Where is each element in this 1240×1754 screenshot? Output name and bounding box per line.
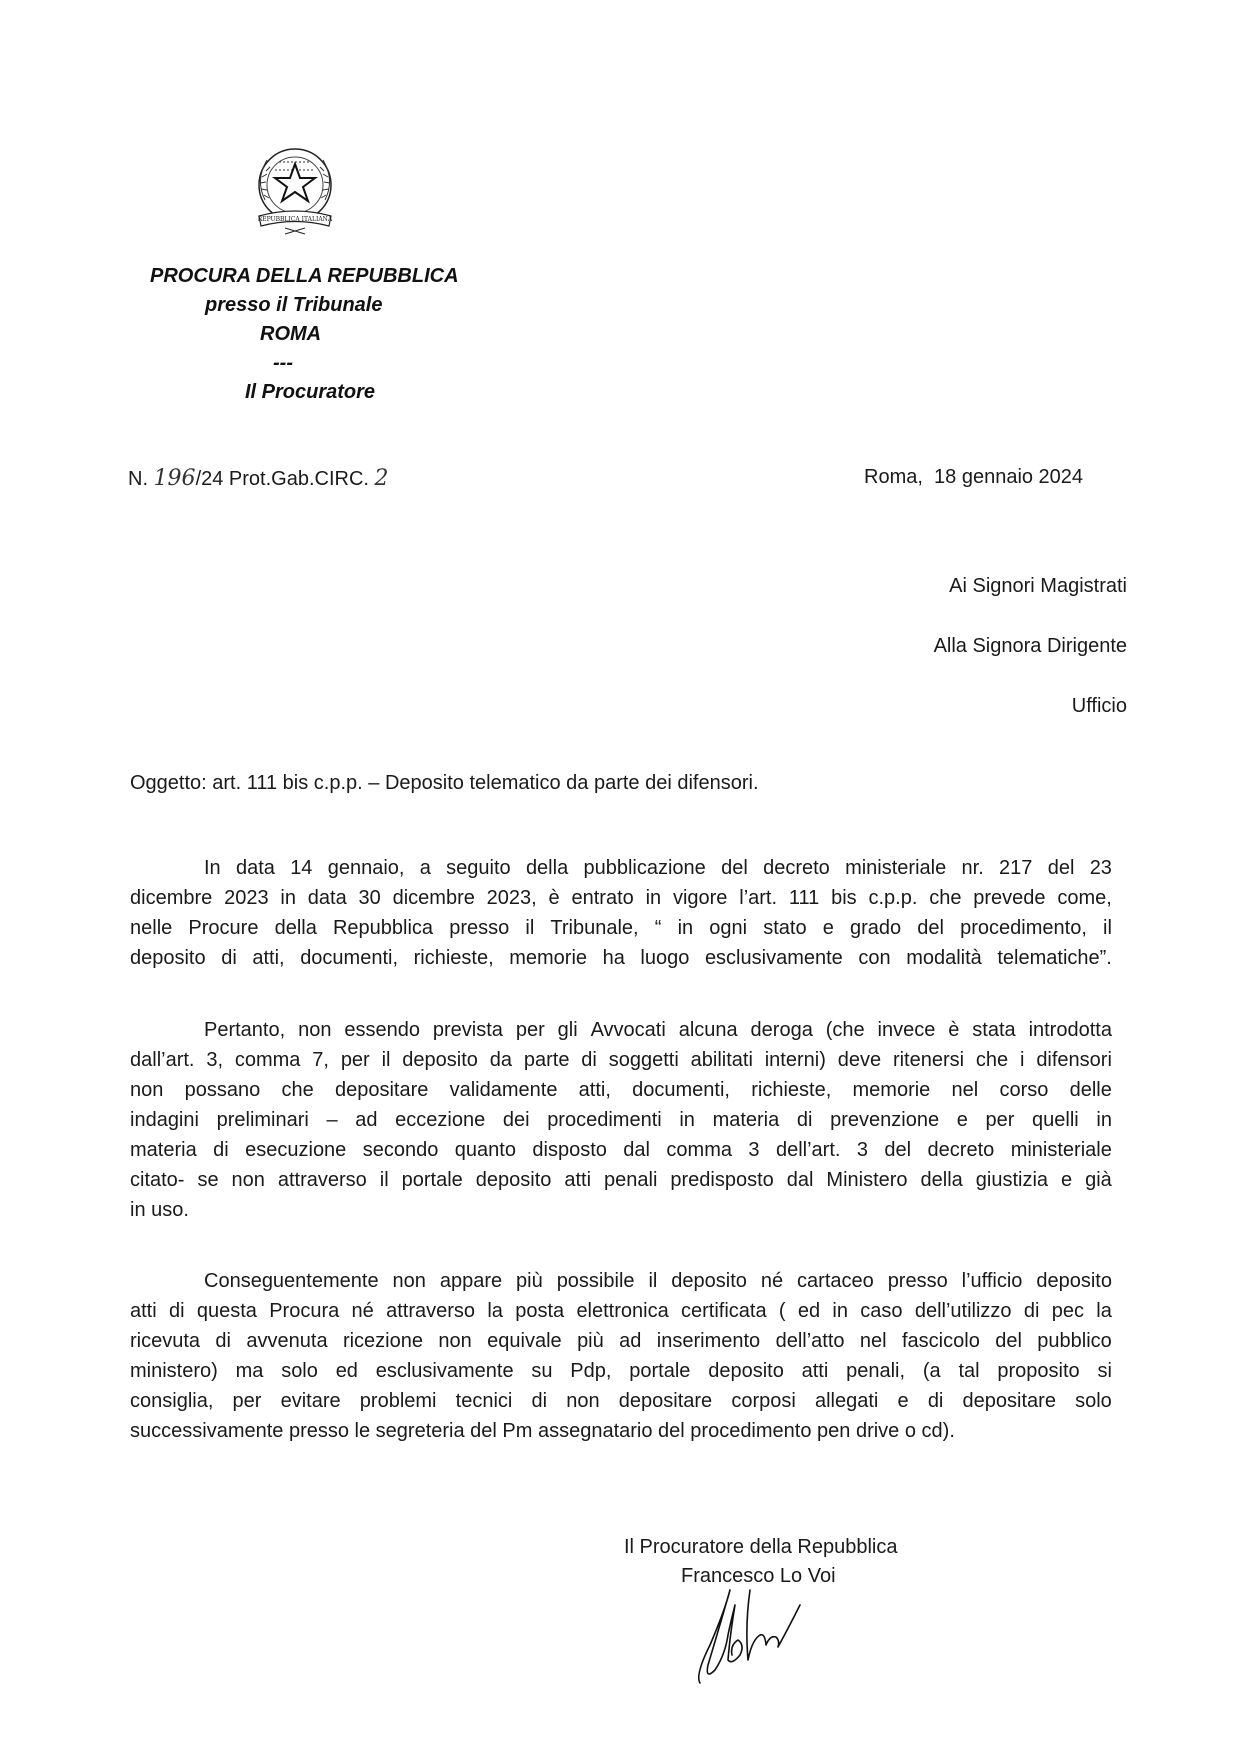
word: pec: [1051, 1300, 1084, 1322]
word: –: [326, 1109, 338, 1131]
protocol-number: [128, 466, 389, 491]
justified-line: [204, 1266, 1112, 1296]
word: delle: [1069, 1079, 1112, 1101]
word: posta: [515, 1300, 565, 1322]
paragraph-line: [130, 1386, 1112, 1416]
word: del: [884, 1139, 912, 1161]
word: di: [168, 1300, 185, 1322]
word: parte: [523, 1049, 570, 1071]
repubblica-italiana-emblem-icon: [245, 140, 345, 240]
word: deposito: [671, 1270, 747, 1292]
word: se: [197, 1169, 219, 1191]
recipient: Ai Signori Magistrati: [949, 575, 1127, 597]
word: (: [778, 1300, 786, 1322]
word: presso: [887, 1270, 948, 1292]
word: tal: [958, 1360, 980, 1382]
word: corposi: [731, 1390, 796, 1412]
protocol-prefix: N.: [128, 468, 148, 490]
word: e: [897, 1390, 909, 1412]
word: depositare: [334, 1079, 429, 1101]
word: 7,: [312, 1049, 329, 1071]
word: già: [1085, 1169, 1112, 1191]
office-role: Il Procuratore: [245, 381, 376, 403]
word: modalità: [906, 947, 982, 969]
recipients: [934, 556, 1127, 736]
word: dicembre: [392, 887, 475, 909]
word: deposito: [402, 1049, 478, 1071]
paragraph-line: [130, 1266, 1112, 1296]
word: l’art.: [739, 887, 778, 909]
word: Pertanto,: [204, 1019, 286, 1041]
signatory-name: Francesco Lo Voi: [681, 1565, 836, 1587]
word: a: [419, 857, 431, 879]
word: l’ufficio: [961, 1270, 1023, 1292]
word: alcuna: [678, 1019, 738, 1041]
word: ad: [355, 1109, 378, 1131]
word: quanto: [454, 1139, 516, 1161]
paragraph-line: [130, 1326, 1112, 1356]
word: e: [956, 1109, 968, 1131]
word: della: [525, 857, 569, 879]
justified-line: [130, 1165, 1112, 1195]
word: in: [280, 887, 296, 909]
signature-block: [624, 1533, 898, 1591]
word: appare: [439, 1270, 503, 1292]
word: del: [995, 1330, 1022, 1352]
word: Pdp,: [570, 1360, 612, 1382]
paragraph: [130, 1015, 1112, 1225]
word: entrato: [571, 887, 634, 909]
word: memorie: [509, 947, 588, 969]
word: In: [204, 857, 221, 879]
word: procedimento,: [960, 917, 1087, 939]
paragraph-line: successivamente presso le segreteria del Pm assegnatario del procedimento pen drive o cd).: [130, 1420, 955, 1442]
word: Procura: [269, 1300, 340, 1322]
word: da: [489, 1049, 513, 1071]
word: vigore: [672, 887, 728, 909]
recipient: Alla Signora Dirigente: [933, 635, 1127, 657]
word: presso: [449, 917, 510, 939]
letterhead: [130, 262, 470, 407]
word: proposito: [997, 1360, 1080, 1382]
word: stato: [763, 917, 807, 939]
word: portale: [401, 1169, 463, 1191]
justified-line: [130, 1135, 1112, 1165]
word: Conseguentemente: [204, 1270, 379, 1292]
word: attraverso: [386, 1300, 476, 1322]
word: preliminari: [216, 1109, 309, 1131]
word: invece: [877, 1019, 936, 1041]
word: abilitati: [690, 1049, 753, 1071]
word: gli: [557, 1019, 578, 1041]
word: deposito: [475, 1169, 552, 1191]
word: con: [858, 947, 891, 969]
emblem-ribbon-text: REPUBBLICA ITALIANA: [257, 216, 333, 223]
word: e: [822, 917, 834, 939]
word: 30: [358, 887, 381, 909]
word: procedimenti: [547, 1109, 662, 1131]
word: 3,: [206, 1049, 224, 1071]
word: né: [760, 1270, 784, 1292]
word: non: [130, 1079, 164, 1101]
word: per: [232, 1390, 262, 1412]
word: dell’art.: [775, 1139, 841, 1161]
word: e: [1061, 1169, 1073, 1191]
word: data: [307, 887, 347, 909]
word: in: [677, 917, 694, 939]
word: Repubblica: [332, 917, 434, 939]
word: il: [381, 1049, 391, 1071]
office-name: PROCURA DELLA REPUBBLICA: [150, 265, 459, 287]
word: elettronica: [576, 1300, 669, 1322]
paragraph-line: [130, 1105, 1112, 1135]
word: telematiche”.: [997, 947, 1112, 969]
word: stata: [972, 1019, 1016, 1041]
paragraph-line: [130, 1135, 1112, 1165]
word: in: [645, 887, 662, 909]
word: penali,: [846, 1360, 906, 1382]
city-name: ROMA: [260, 323, 322, 345]
word: 3: [748, 1139, 760, 1161]
word: la: [487, 1300, 503, 1322]
word: di: [927, 1390, 944, 1412]
justified-line: [204, 853, 1112, 883]
word: Ministero: [826, 1169, 908, 1191]
word: ricevuta: [130, 1330, 201, 1352]
word: richieste,: [751, 1079, 832, 1101]
word: di: [796, 1109, 813, 1131]
word: depositare: [618, 1390, 713, 1412]
word: né: [351, 1300, 374, 1322]
paragraph-line: [130, 1165, 1112, 1195]
justified-line: [130, 1386, 1112, 1416]
word: dei: [502, 1109, 530, 1131]
word: depositare: [962, 1390, 1056, 1412]
word: ed: [797, 1300, 821, 1322]
word: cartaceo: [797, 1270, 874, 1292]
word: ritenersi: [892, 1049, 965, 1071]
word: deposito: [1036, 1270, 1112, 1292]
word: comma: [666, 1139, 732, 1161]
word: per: [340, 1049, 370, 1071]
word: memorie: [852, 1079, 931, 1101]
word: questa: [196, 1300, 257, 1322]
word: non: [231, 1169, 265, 1191]
word: i: [1020, 1049, 1025, 1071]
word: caso: [860, 1300, 903, 1322]
word: grado: [850, 917, 902, 939]
justified-line: [130, 913, 1112, 943]
word: in: [1096, 1109, 1112, 1131]
word: il: [525, 917, 535, 939]
word: deposito: [708, 1360, 784, 1382]
word: è: [948, 1019, 960, 1041]
paragraph: [130, 853, 1112, 973]
word: nel: [951, 1079, 979, 1101]
word: introdotta: [1028, 1019, 1112, 1041]
word: si: [1097, 1360, 1112, 1382]
court-name: presso il Tribunale: [205, 294, 383, 316]
word: difensori: [1036, 1049, 1112, 1071]
word: ogni: [709, 917, 748, 939]
word: Tribunale,: [550, 917, 639, 939]
word: data: [235, 857, 275, 879]
word: materia: [712, 1109, 780, 1131]
word: atti: [130, 1300, 157, 1322]
subject-line: Oggetto: art. 111 bis c.p.p. – Deposito telematico da parte dei difensori.: [130, 772, 759, 794]
protocol-suffix: /24 Prot.Gab.CIRC.: [195, 468, 369, 490]
word: il: [1103, 917, 1112, 939]
word: dell’utilizzo: [914, 1300, 1012, 1322]
date-line: Roma, 18 gennaio 2024: [864, 466, 1084, 488]
word: deroga: [750, 1019, 813, 1041]
paragraph-line: [130, 883, 1112, 913]
word: come,: [1057, 887, 1112, 909]
paragraph-line: [130, 1296, 1112, 1326]
word: del: [1047, 857, 1075, 879]
word: nr.: [961, 857, 984, 879]
word: di: [213, 1139, 229, 1161]
word: materia: [130, 1139, 197, 1161]
word: del: [917, 917, 944, 939]
paragraph-line: [130, 1075, 1112, 1105]
paragraph-line: [130, 913, 1112, 943]
word: di: [221, 947, 237, 969]
word: per: [515, 1019, 545, 1041]
word: validamente: [449, 1079, 558, 1101]
word: disposto: [532, 1139, 607, 1161]
word: luogo: [640, 947, 690, 969]
header-separator: ---: [273, 352, 293, 374]
word: ministero): [130, 1360, 218, 1382]
word: è: [548, 887, 560, 909]
word: 2023,: [486, 887, 537, 909]
word: “: [654, 917, 662, 939]
word: comma: [234, 1049, 301, 1071]
word: fascicolo: [902, 1330, 980, 1352]
justified-line: [130, 1105, 1112, 1135]
word: 14: [290, 857, 313, 879]
word: di: [1023, 1300, 1040, 1322]
justified-line: [130, 1356, 1112, 1386]
word: documenti,: [300, 947, 399, 969]
word: portale: [629, 1360, 691, 1382]
word: (che: [825, 1019, 865, 1041]
word: decreto: [763, 857, 830, 879]
justified-line: [130, 1296, 1112, 1326]
word: dell’atto: [775, 1330, 845, 1352]
word: esecuzione: [245, 1139, 347, 1161]
protocol-handwritten-number: 196: [153, 466, 196, 491]
word: ministeriale: [845, 857, 947, 879]
word: pubblicazione: [583, 857, 706, 879]
handwritten-signature-icon: [680, 1585, 830, 1685]
word: ed: [335, 1360, 358, 1382]
word: che: [929, 887, 962, 909]
word: prevede: [973, 887, 1046, 909]
word: prevista: [432, 1019, 503, 1041]
word: nel: [859, 1330, 887, 1352]
word: essendo: [344, 1019, 420, 1041]
justified-line: [130, 1326, 1112, 1356]
word: 217: [999, 857, 1033, 879]
paragraph-line: in uso.: [130, 1199, 189, 1221]
paragraph-line: [130, 1045, 1112, 1075]
word: esclusivamente: [375, 1360, 514, 1382]
word: esclusivamente: [704, 947, 843, 969]
word: bis: [831, 887, 857, 909]
word: equivale: [487, 1330, 562, 1352]
justified-line: [130, 883, 1112, 913]
circular-handwritten-number: 2: [374, 466, 389, 491]
word: attraverso: [277, 1169, 367, 1191]
word: non: [438, 1330, 472, 1352]
justified-line: [130, 1045, 1112, 1075]
word: di: [531, 1390, 548, 1412]
word: documenti,: [632, 1079, 730, 1101]
word: 23: [1089, 857, 1112, 879]
word: possibile: [556, 1270, 635, 1292]
word: non: [392, 1270, 426, 1292]
word: non: [566, 1390, 600, 1412]
word: ricezione: [342, 1330, 423, 1352]
word: ma: [235, 1360, 264, 1382]
word: in: [832, 1300, 848, 1322]
word: di: [581, 1049, 597, 1071]
word: secondo: [362, 1139, 439, 1161]
word: deposito: [130, 947, 206, 969]
word: avvenuta: [246, 1330, 328, 1352]
word: il: [379, 1169, 389, 1191]
justified-line: [130, 943, 1112, 973]
word: in: [679, 1109, 695, 1131]
paragraph-line: [130, 853, 1112, 883]
word: c.p.p.: [868, 887, 918, 909]
word: il: [648, 1270, 658, 1292]
word: eccezione: [395, 1109, 486, 1131]
word: 3: [856, 1139, 868, 1161]
word: atti: [564, 1169, 592, 1191]
word: su: [531, 1360, 553, 1382]
word: decreto: [927, 1139, 995, 1161]
word: dicembre: [130, 887, 213, 909]
word: prevenzione: [830, 1109, 940, 1131]
word: solo: [281, 1360, 318, 1382]
paragraph-line: [130, 943, 1112, 973]
word: consiglia,: [130, 1390, 214, 1412]
word: ad: [619, 1330, 642, 1352]
word: evitare: [280, 1390, 341, 1412]
word: della: [920, 1169, 963, 1191]
word: che: [281, 1079, 314, 1101]
word: certificata: [681, 1300, 767, 1322]
word: inserimento: [656, 1330, 761, 1352]
word: richieste,: [413, 947, 494, 969]
signatory-title: Il Procuratore della Repubblica: [624, 1536, 898, 1558]
word: gennaio,: [327, 857, 405, 879]
word: problemi: [359, 1390, 437, 1412]
word: 2023: [224, 887, 269, 909]
word: possano: [184, 1079, 261, 1101]
word: atti,: [252, 947, 285, 969]
word: interni): [764, 1049, 826, 1071]
word: 111: [788, 887, 820, 909]
word: tecnici: [455, 1390, 513, 1412]
word: nelle: [130, 917, 173, 939]
word: pubblico: [1037, 1330, 1112, 1352]
word: più: [516, 1270, 543, 1292]
word: citato-: [130, 1169, 185, 1191]
word: della: [274, 917, 317, 939]
word: del: [721, 857, 748, 879]
word: dall’art.: [130, 1049, 195, 1071]
word: Procure: [188, 917, 259, 939]
justified-line: [204, 1015, 1112, 1045]
word: ministeriale: [1010, 1139, 1112, 1161]
word: non: [298, 1019, 332, 1041]
word: per: [985, 1109, 1015, 1131]
word: seguito: [446, 857, 511, 879]
word: (a: [922, 1360, 941, 1382]
word: di: [215, 1330, 231, 1352]
word: solo: [1075, 1390, 1112, 1412]
word: predisposto: [670, 1169, 774, 1191]
word: che: [975, 1049, 1009, 1071]
word: quelli: [1032, 1109, 1079, 1131]
word: atti: [801, 1360, 829, 1382]
paragraph-line: [130, 1015, 1112, 1045]
word: deve: [837, 1049, 882, 1071]
word: atti,: [578, 1079, 611, 1101]
word: la: [1096, 1300, 1112, 1322]
word: ha: [602, 947, 625, 969]
word: penali: [604, 1169, 658, 1191]
word: dal: [623, 1139, 650, 1161]
word: indagini: [130, 1109, 199, 1131]
word: dal: [786, 1169, 814, 1191]
word: allegati: [814, 1390, 879, 1412]
word: corso: [999, 1079, 1049, 1101]
word: più: [577, 1330, 604, 1352]
justified-line: [130, 1075, 1112, 1105]
paragraph: [130, 1266, 1112, 1446]
word: Avvocati: [590, 1019, 666, 1041]
paragraph-line: [130, 1356, 1112, 1386]
word: soggetti: [608, 1049, 679, 1071]
word: giustizia: [975, 1169, 1049, 1191]
recipient: Ufficio: [1071, 695, 1127, 717]
